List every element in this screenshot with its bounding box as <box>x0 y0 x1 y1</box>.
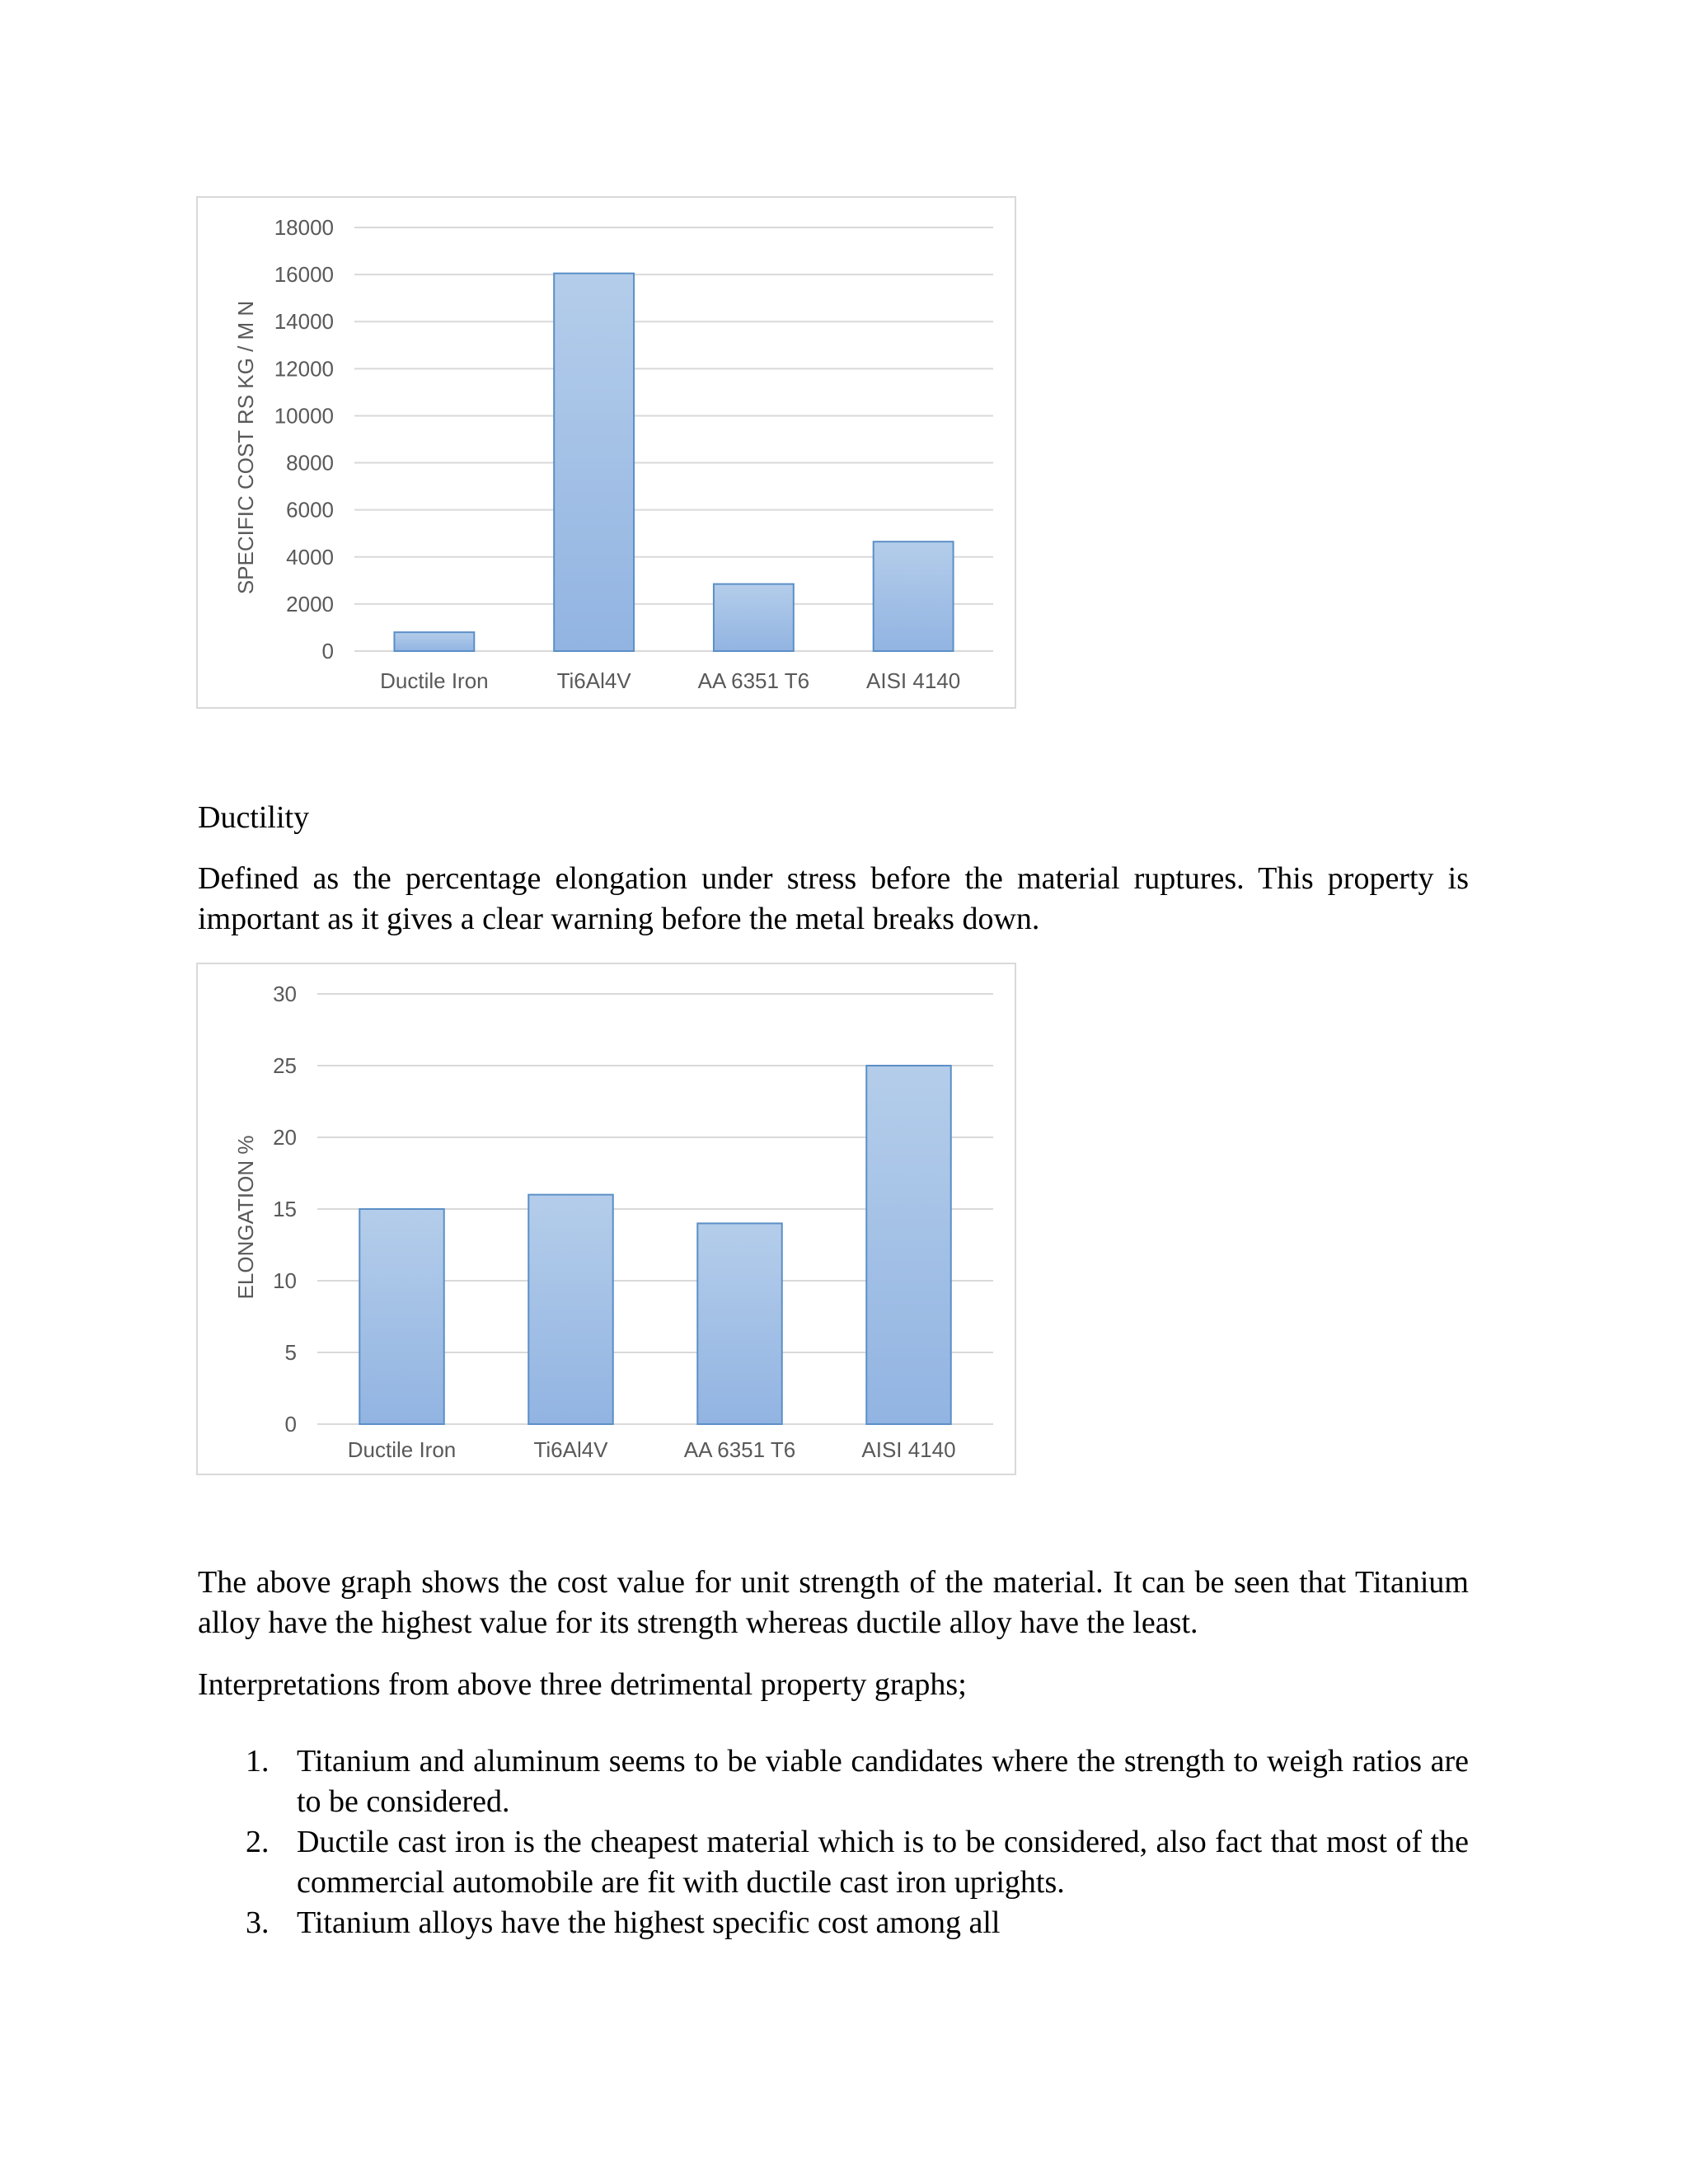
bar <box>874 541 954 651</box>
list-item-number: 2. <box>246 1825 270 1859</box>
list-item <box>198 1903 1469 1943</box>
bar <box>528 1195 613 1424</box>
list-item <box>198 1822 1469 1903</box>
list-item <box>198 1741 1469 1822</box>
bar <box>554 274 634 651</box>
interpretations-intro: Interpretations from above three detrimental property graphs; <box>198 1667 967 1702</box>
y-tick-label: 5 <box>284 1340 297 1365</box>
interpretations-list <box>198 1741 1469 1943</box>
list-item-text: Titanium alloys have the highest specific cost among all <box>297 1905 1001 1940</box>
x-category-label: Ti6Al4V <box>533 1437 608 1462</box>
x-category-label: AISI 4140 <box>866 668 961 693</box>
y-axis-label: ELONGATION % <box>233 1135 258 1300</box>
y-tick-label: 2000 <box>286 591 334 616</box>
x-category-label: AA 6351 T6 <box>683 1437 796 1462</box>
x-category-label: AA 6351 T6 <box>697 668 810 693</box>
y-tick-label: 18000 <box>274 215 334 240</box>
y-tick-label: 4000 <box>286 544 334 569</box>
bar <box>359 1209 444 1424</box>
y-tick-label: 0 <box>321 639 334 663</box>
list-item-number: 1. <box>246 1744 270 1779</box>
elongation-chart <box>196 963 1016 1475</box>
y-tick-label: 8000 <box>286 450 334 476</box>
list-item-text: Ductile cast iron is the cheapest material which is to be considered, also fact that most of the commercial automobile are fit with ductile cast iron uprights. <box>297 1825 1469 1900</box>
list-item-text: Titanium and aluminum seems to be viable candidates where the strength to weigh ratios are to be considered. <box>297 1744 1469 1819</box>
y-tick-label: 10000 <box>274 403 334 429</box>
x-category-label: Ductile Iron <box>347 1437 457 1462</box>
y-tick-label: 12000 <box>274 356 334 382</box>
elongation-chart-svg <box>198 964 1018 1477</box>
list-item-number: 3. <box>246 1905 270 1940</box>
bar <box>697 1223 782 1424</box>
bar <box>866 1066 951 1424</box>
y-tick-label: 6000 <box>286 497 334 523</box>
y-tick-label: 16000 <box>274 262 334 288</box>
x-category-label: AISI 4140 <box>861 1437 956 1462</box>
section-heading-ductility: Ductility <box>198 800 310 835</box>
bar <box>714 584 794 651</box>
specific-cost-chart-svg <box>198 198 1018 710</box>
y-tick-label: 30 <box>273 982 297 1006</box>
y-axis-label: SPECIFIC COST RS KG / M N <box>233 300 258 595</box>
ductility-paragraph: Defined as the percentage elongation under stress before the material ruptures. This property is important as it gives a clear warning before the metal breaks down. <box>198 861 1469 936</box>
y-tick-label: 15 <box>273 1197 297 1221</box>
y-tick-label: 10 <box>273 1268 297 1293</box>
x-category-label: Ductile Iron <box>380 668 489 693</box>
y-tick-label: 20 <box>273 1125 297 1150</box>
bar <box>394 632 474 651</box>
specific-cost-chart <box>196 196 1016 709</box>
y-tick-label: 0 <box>284 1412 297 1436</box>
graph-description-paragraph: The above graph shows the cost value for unit strength of the material. It can be seen that Titanium alloy have the highest value for its strength whereas ductile alloy have the least. <box>198 1565 1469 1640</box>
y-tick-label: 25 <box>273 1053 297 1078</box>
y-tick-label: 14000 <box>274 309 334 335</box>
x-category-label: Ti6Al4V <box>556 668 631 693</box>
